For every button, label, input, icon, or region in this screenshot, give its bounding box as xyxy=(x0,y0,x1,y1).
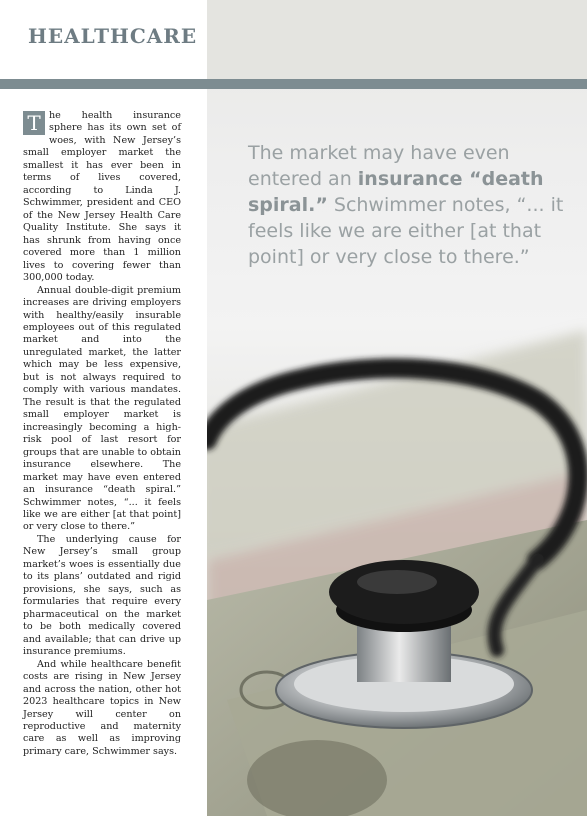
article-paragraph-3: The underlying cause for New Jersey’s small group market’s woes is essentially due to its plans’ outdated and rigid provisions, she says, such as formularies that require every pharmaceutical on the market to be both medically covered and available; that can drive up insurance premiums. xyxy=(23,533,181,658)
drop-cap: T xyxy=(23,111,45,135)
section-title: HEALTHCARE xyxy=(28,24,198,48)
pull-quote xyxy=(248,140,568,270)
article-paragraph-4: And while healthcare benefit costs are rising in New Jersey and across the nation, other hot 2023 healthcare topics in New Jersey will center on reproductive and maternity care as well as improving primary care, Schwimmer says. xyxy=(23,658,181,757)
stethoscope-money-photo xyxy=(207,0,587,816)
article-body xyxy=(23,110,181,758)
pull-quote-part2: Schwimmer notes, “... it feels like we are either [at that point] or very close to there.” xyxy=(248,194,564,269)
header-divider xyxy=(0,79,587,89)
article-paragraph-1-text: he health insurance sphere has its own set of woes, with New Jersey’s small employer market the smallest it has ever been in terms of lives covered, according to Linda J. Schwimmer, president and CEO of the New Jersey Health Care Quality Institute. She says it has shrunk from having once covered more than 1 million lives to covering fewer than 300,000 today. xyxy=(23,110,181,284)
pull-quote-emphasis: insurance “death spiral.” xyxy=(248,168,544,217)
pull-quote-part1: The market may have even entered an xyxy=(248,142,510,191)
stethoscope-illustration xyxy=(207,0,587,816)
article-paragraph-2: Annual double-digit premium increases are driving employers with healthy/easily insurable employees out of this regulated market and into the unregulated market, the latter which may be less expensive, but is not always required to comply with various mandates. The result is that the regulated small employer market is increasingly becoming a high-risk pool of last resort for groups that are unable to obtain insurance elsewhere. The market may have even entered an insurance “death spiral.” Schwimmer notes, “... it feels like we are either [at that point] or very close to there.” xyxy=(23,284,181,533)
article-paragraph-1 xyxy=(23,110,181,285)
